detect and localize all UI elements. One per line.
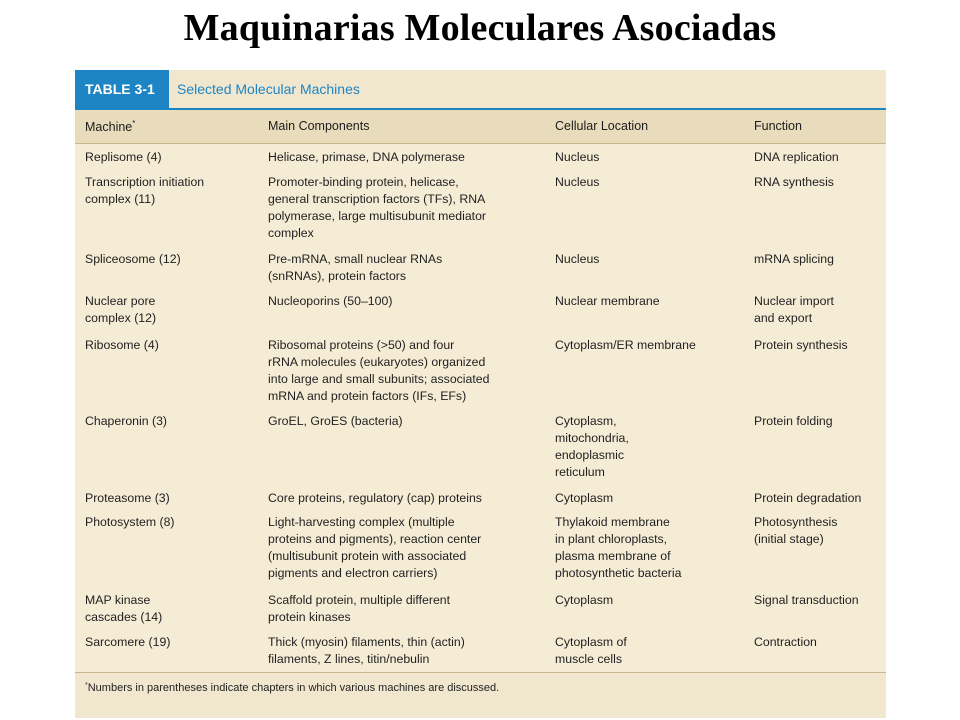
- cell-function: DNA replication: [754, 150, 839, 164]
- cell-function: Protein synthesis: [754, 338, 848, 352]
- cell-location: Cytoplasm: [555, 491, 614, 505]
- cell-function: Protein folding: [754, 414, 833, 428]
- cell-machine: Spliceosome (12): [85, 252, 181, 266]
- cell-location: Nucleus: [555, 175, 600, 189]
- cell-machine: Photosystem (8): [85, 515, 175, 529]
- cell-location: Nucleus: [555, 252, 600, 266]
- cell-machine: Chaperonin (3): [85, 414, 168, 428]
- slide-title: Maquinarias Moleculares Asociadas: [183, 7, 777, 49]
- table-number: TABLE 3-1: [75, 70, 169, 108]
- cell-machine: Proteasome (3): [85, 491, 170, 505]
- cell-components: Thick (myosin) filaments, thin (actin) filaments, Z lines, titin/nebulin: [268, 635, 465, 666]
- column-header-machine: [85, 119, 135, 134]
- cell-location: Nucleus: [555, 150, 600, 164]
- molecular-machines-table: [75, 70, 886, 717]
- footnote-text: Numbers in parentheses indicate chapters in which various machines are discussed.: [87, 682, 500, 694]
- cell-components: Pre-mRNA, small nuclear RNAs (snRNAs), protein factors: [268, 252, 443, 283]
- column-header-function: Function: [754, 119, 802, 133]
- cell-location: Thylakoid membrane in plant chloroplasts, plasma membrane of photosynthetic bacteria: [555, 515, 682, 580]
- cell-machine: Sarcomere (19): [85, 635, 171, 649]
- column-header-location: Cellular Location: [555, 119, 649, 133]
- cell-machine: Ribosome (4): [85, 338, 159, 352]
- cell-location: Nuclear membrane: [555, 294, 660, 308]
- cell-location: Cytoplasm: [555, 593, 614, 607]
- cell-machine: Transcription initiation complex (11): [85, 175, 205, 206]
- cell-components: Helicase, primase, DNA polymerase: [268, 150, 465, 164]
- cell-location: Cytoplasm, mitochondria, endoplasmic reticulum: [555, 414, 629, 479]
- table-caption: Selected Molecular Machines: [177, 81, 360, 97]
- cell-components: Promoter-binding protein, helicase, general transcription factors (TFs), RNA polymerase, large multisubunit mediator complex: [268, 175, 487, 240]
- cell-components: Scaffold protein, multiple different protein kinases: [268, 593, 451, 624]
- cell-machine: Nuclear pore complex (12): [85, 294, 157, 325]
- cell-function: RNA synthesis: [754, 175, 834, 189]
- cell-machine: Replisome (4): [85, 150, 162, 164]
- cell-components: Light-harvesting complex (multiple proteins and pigments), reaction center (multisubunit protein with associated pigments and electron carriers): [268, 515, 482, 580]
- cell-location: Cytoplasm of muscle cells: [555, 635, 627, 666]
- footnote-marker: *: [132, 119, 136, 128]
- cell-components: Nucleoporins (50–100): [268, 294, 393, 308]
- cell-machine: MAP kinase cascades (14): [85, 593, 163, 624]
- column-header-components: Main Components: [268, 119, 370, 133]
- cell-components: GroEL, GroES (bacteria): [268, 414, 403, 428]
- column-header-machine-label: Machine: [85, 120, 133, 134]
- footnote-marker: *: [85, 682, 88, 689]
- cell-components: Ribosomal proteins (>50) and four rRNA molecules (eukaryotes) organized into large and small subunits; associated mRNA and protein factors (IFs, EFs): [268, 338, 490, 403]
- cell-function: Nuclear import and export: [754, 294, 834, 325]
- cell-function: Signal transduction: [754, 593, 859, 607]
- cell-components: Core proteins, regulatory (cap) proteins: [268, 491, 482, 505]
- table-footnote: [85, 682, 499, 694]
- cell-function: Protein degradation: [754, 491, 862, 505]
- cell-function: Photosynthesis (initial stage): [754, 515, 838, 546]
- cell-function: mRNA splicing: [754, 252, 834, 266]
- cell-location: Cytoplasm/ER membrane: [555, 338, 696, 352]
- footnote-band: [75, 672, 886, 718]
- cell-function: Contraction: [754, 635, 817, 649]
